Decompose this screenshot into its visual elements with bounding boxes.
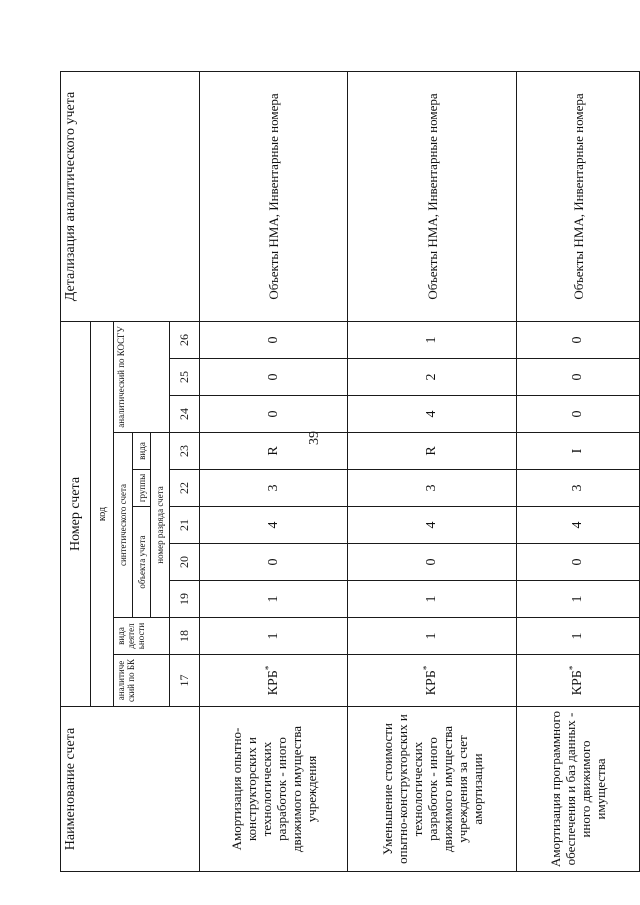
row-3-d26: 0 — [517, 321, 640, 358]
row-3-d21: 4 — [517, 507, 640, 544]
row-1-name: Амортизация опытно-конструкторских и технологических разработок - иного движимого имущества учреждения — [199, 707, 347, 872]
header-digit-number: номер разряда счета — [151, 433, 170, 618]
header-analytic-detail: Детализация аналитического учета — [61, 71, 200, 321]
row-2-d20: 0 — [348, 544, 517, 581]
header-activity-kind: вида деятел ьности — [114, 618, 170, 655]
digit-20: 20 — [169, 544, 199, 581]
header-analytic-kosgu: аналитический по КОСГУ — [114, 321, 170, 432]
header-object: объекта учета — [132, 507, 151, 618]
row-3-d18: 1 — [517, 618, 640, 655]
row-1-d19: 1 — [199, 581, 347, 618]
row-3-d23: I — [517, 433, 640, 470]
digit-21: 21 — [169, 507, 199, 544]
row-3-name: Амортизация программного обеспечения и баз данных - иного движимого имущества — [517, 707, 640, 872]
page-number: 39 — [307, 431, 322, 445]
row-1-d22: 3 — [199, 470, 347, 507]
header-code: код — [91, 321, 114, 706]
row-1-d20: 0 — [199, 544, 347, 581]
row-2-krb — [348, 655, 517, 707]
digit-25: 25 — [169, 359, 199, 396]
krb-footnote-mark: * — [567, 665, 578, 671]
row-1-d26: 0 — [199, 321, 347, 358]
row-2-d26: 1 — [348, 321, 517, 358]
digit-19: 19 — [169, 581, 199, 618]
digit-18: 18 — [169, 618, 199, 655]
krb-code: КРБ — [424, 670, 440, 696]
header-analytic-bk: аналитиче ский по БК — [114, 655, 170, 707]
row-1-d21: 4 — [199, 507, 347, 544]
krb-footnote-mark: * — [421, 665, 432, 671]
row-2-d25: 2 — [348, 359, 517, 396]
header-account-name: Наименование счета — [61, 707, 200, 872]
table-row — [199, 71, 347, 871]
row-1-d25: 0 — [199, 359, 347, 396]
rotated-page — [60, 72, 640, 872]
header-group: группы — [132, 470, 151, 507]
row-1-d18: 1 — [199, 618, 347, 655]
digit-17: 17 — [169, 655, 199, 707]
row-3-d20: 0 — [517, 544, 640, 581]
row-3-d25: 0 — [517, 359, 640, 396]
digit-26: 26 — [169, 321, 199, 358]
row-2-d22: 3 — [348, 470, 517, 507]
row-1-d24: 0 — [199, 396, 347, 433]
digit-24: 24 — [169, 396, 199, 433]
digit-22: 22 — [169, 470, 199, 507]
row-1-krb — [199, 655, 347, 707]
row-3-detail: Объекты НМА, Инвентарные номера — [517, 71, 640, 321]
row-1-detail: Объекты НМА, Инвентарные номера — [199, 71, 347, 321]
row-3-d19: 1 — [517, 581, 640, 618]
row-1-d23: R — [199, 433, 347, 470]
digit-23: 23 — [169, 433, 199, 470]
row-2-d23: R — [348, 433, 517, 470]
accounts-table — [60, 71, 640, 872]
row-2-d19: 1 — [348, 581, 517, 618]
row-3-krb — [517, 655, 640, 707]
row-2-d18: 1 — [348, 618, 517, 655]
header-synthetic: синтетического счета — [114, 433, 133, 618]
table-row — [348, 71, 517, 871]
krb-code: КРБ — [570, 670, 586, 696]
header-account-number: Номер счета — [61, 321, 91, 706]
krb-code: КРБ — [265, 670, 281, 696]
row-2-d21: 4 — [348, 507, 517, 544]
krb-footnote-mark: * — [262, 665, 273, 671]
row-3-d24: 0 — [517, 396, 640, 433]
table-row — [517, 71, 640, 871]
row-2-d24: 4 — [348, 396, 517, 433]
row-3-d22: 3 — [517, 470, 640, 507]
row-2-detail: Объекты НМА, Инвентарные номера — [348, 71, 517, 321]
row-2-name: Уменьшение стоимости опытно-конструкторских и технологических разработок - иного движимого имущества учреждения за счет амортизации — [348, 707, 517, 872]
header-kind: вида — [132, 433, 151, 470]
